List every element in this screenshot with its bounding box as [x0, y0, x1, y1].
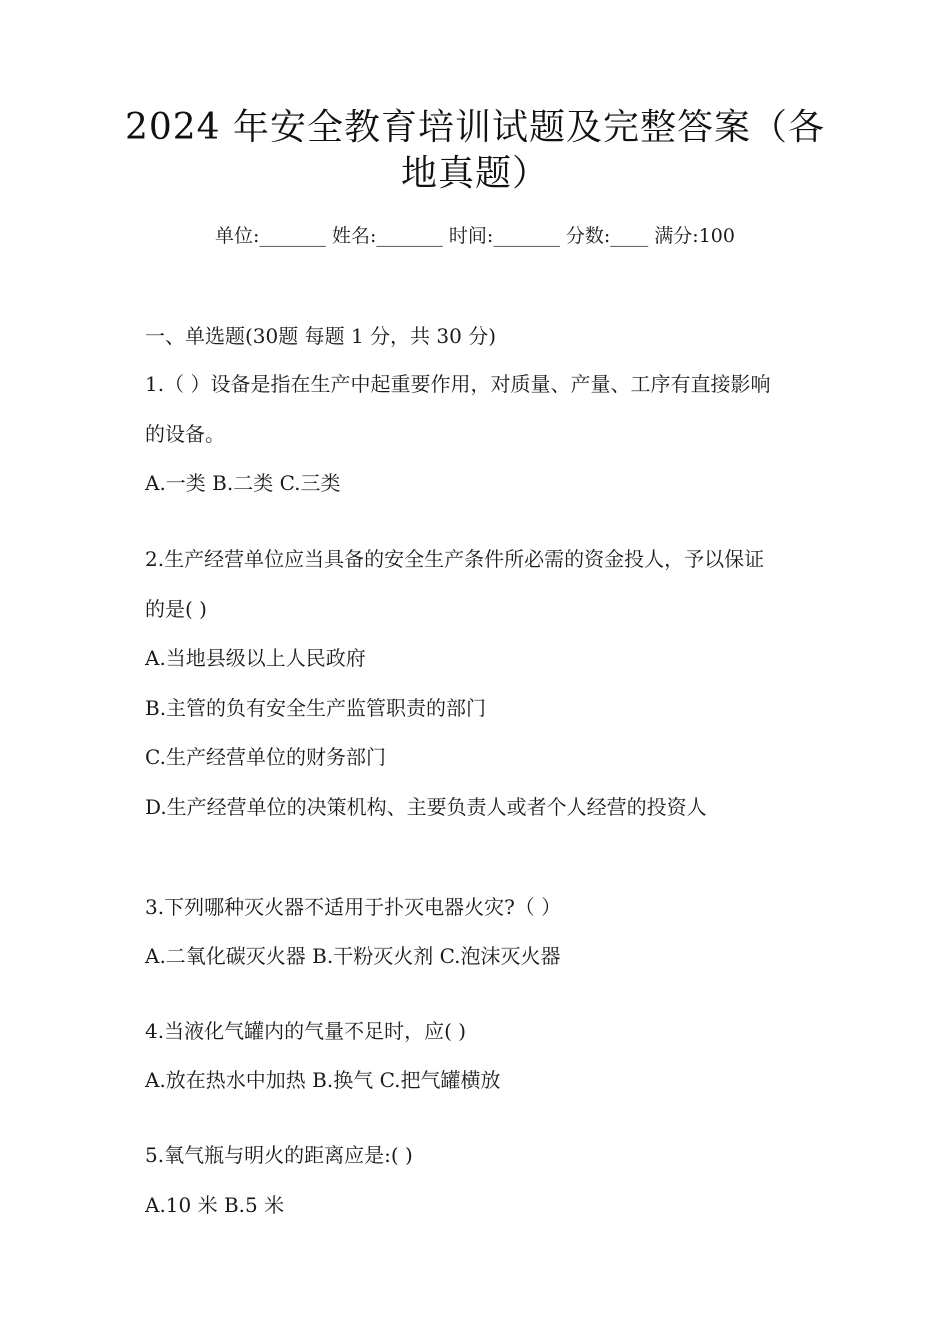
- question-1-stem-line-1: 1.（ ）设备是指在生产中起重要作用，对质量、产量、工序有直接影响: [145, 372, 771, 396]
- question-3-stem: 3.下列哪种灭火器不适用于扑灭电器火灾?（ ）: [145, 895, 562, 919]
- question-4-options: A.放在热水中加热 B.换气 C.把气罐横放: [145, 1068, 501, 1092]
- question-5-stem: 5.氧气瓶与明火的距离应是:( ): [145, 1143, 413, 1167]
- question-5-options: A.10 米 B.5 米: [145, 1193, 285, 1217]
- question-1-stem-line-2: 的设备。: [145, 422, 225, 446]
- document-title-line-1: 2024 年安全教育培训试题及完整答案（各: [124, 107, 826, 148]
- question-4-stem: 4.当液化气罐内的气量不足时，应( ): [145, 1019, 467, 1043]
- document-title-line-2: 地真题）: [400, 153, 549, 194]
- question-2-option-c: C.生产经营单位的财务部门: [145, 745, 386, 769]
- question-2-option-d: D.生产经营单位的决策机构、主要负责人或者个人经营的投资人: [145, 795, 707, 819]
- question-3-options: A.二氧化碳灭火器 B.干粉灭火剂 C.泡沫灭火器: [145, 944, 561, 968]
- question-2-option-a: A.当地县级以上人民政府: [145, 646, 366, 670]
- question-2-stem-line-1: 2.生产经营单位应当具备的安全生产条件所必需的资金投人，予以保证: [145, 547, 765, 571]
- exam-info-line: 单位:_______ 姓名:_______ 时间:_______ 分数:____ 满分:100: [215, 225, 735, 247]
- section-heading: 一、单选题(30题 每题 1 分，共 30 分): [145, 324, 497, 348]
- question-2-option-b: B.主管的负有安全生产监管职责的部门: [145, 696, 487, 720]
- question-1-options: A.一类 B.二类 C.三类: [145, 471, 341, 495]
- question-2-stem-line-2: 的是( ): [145, 597, 207, 621]
